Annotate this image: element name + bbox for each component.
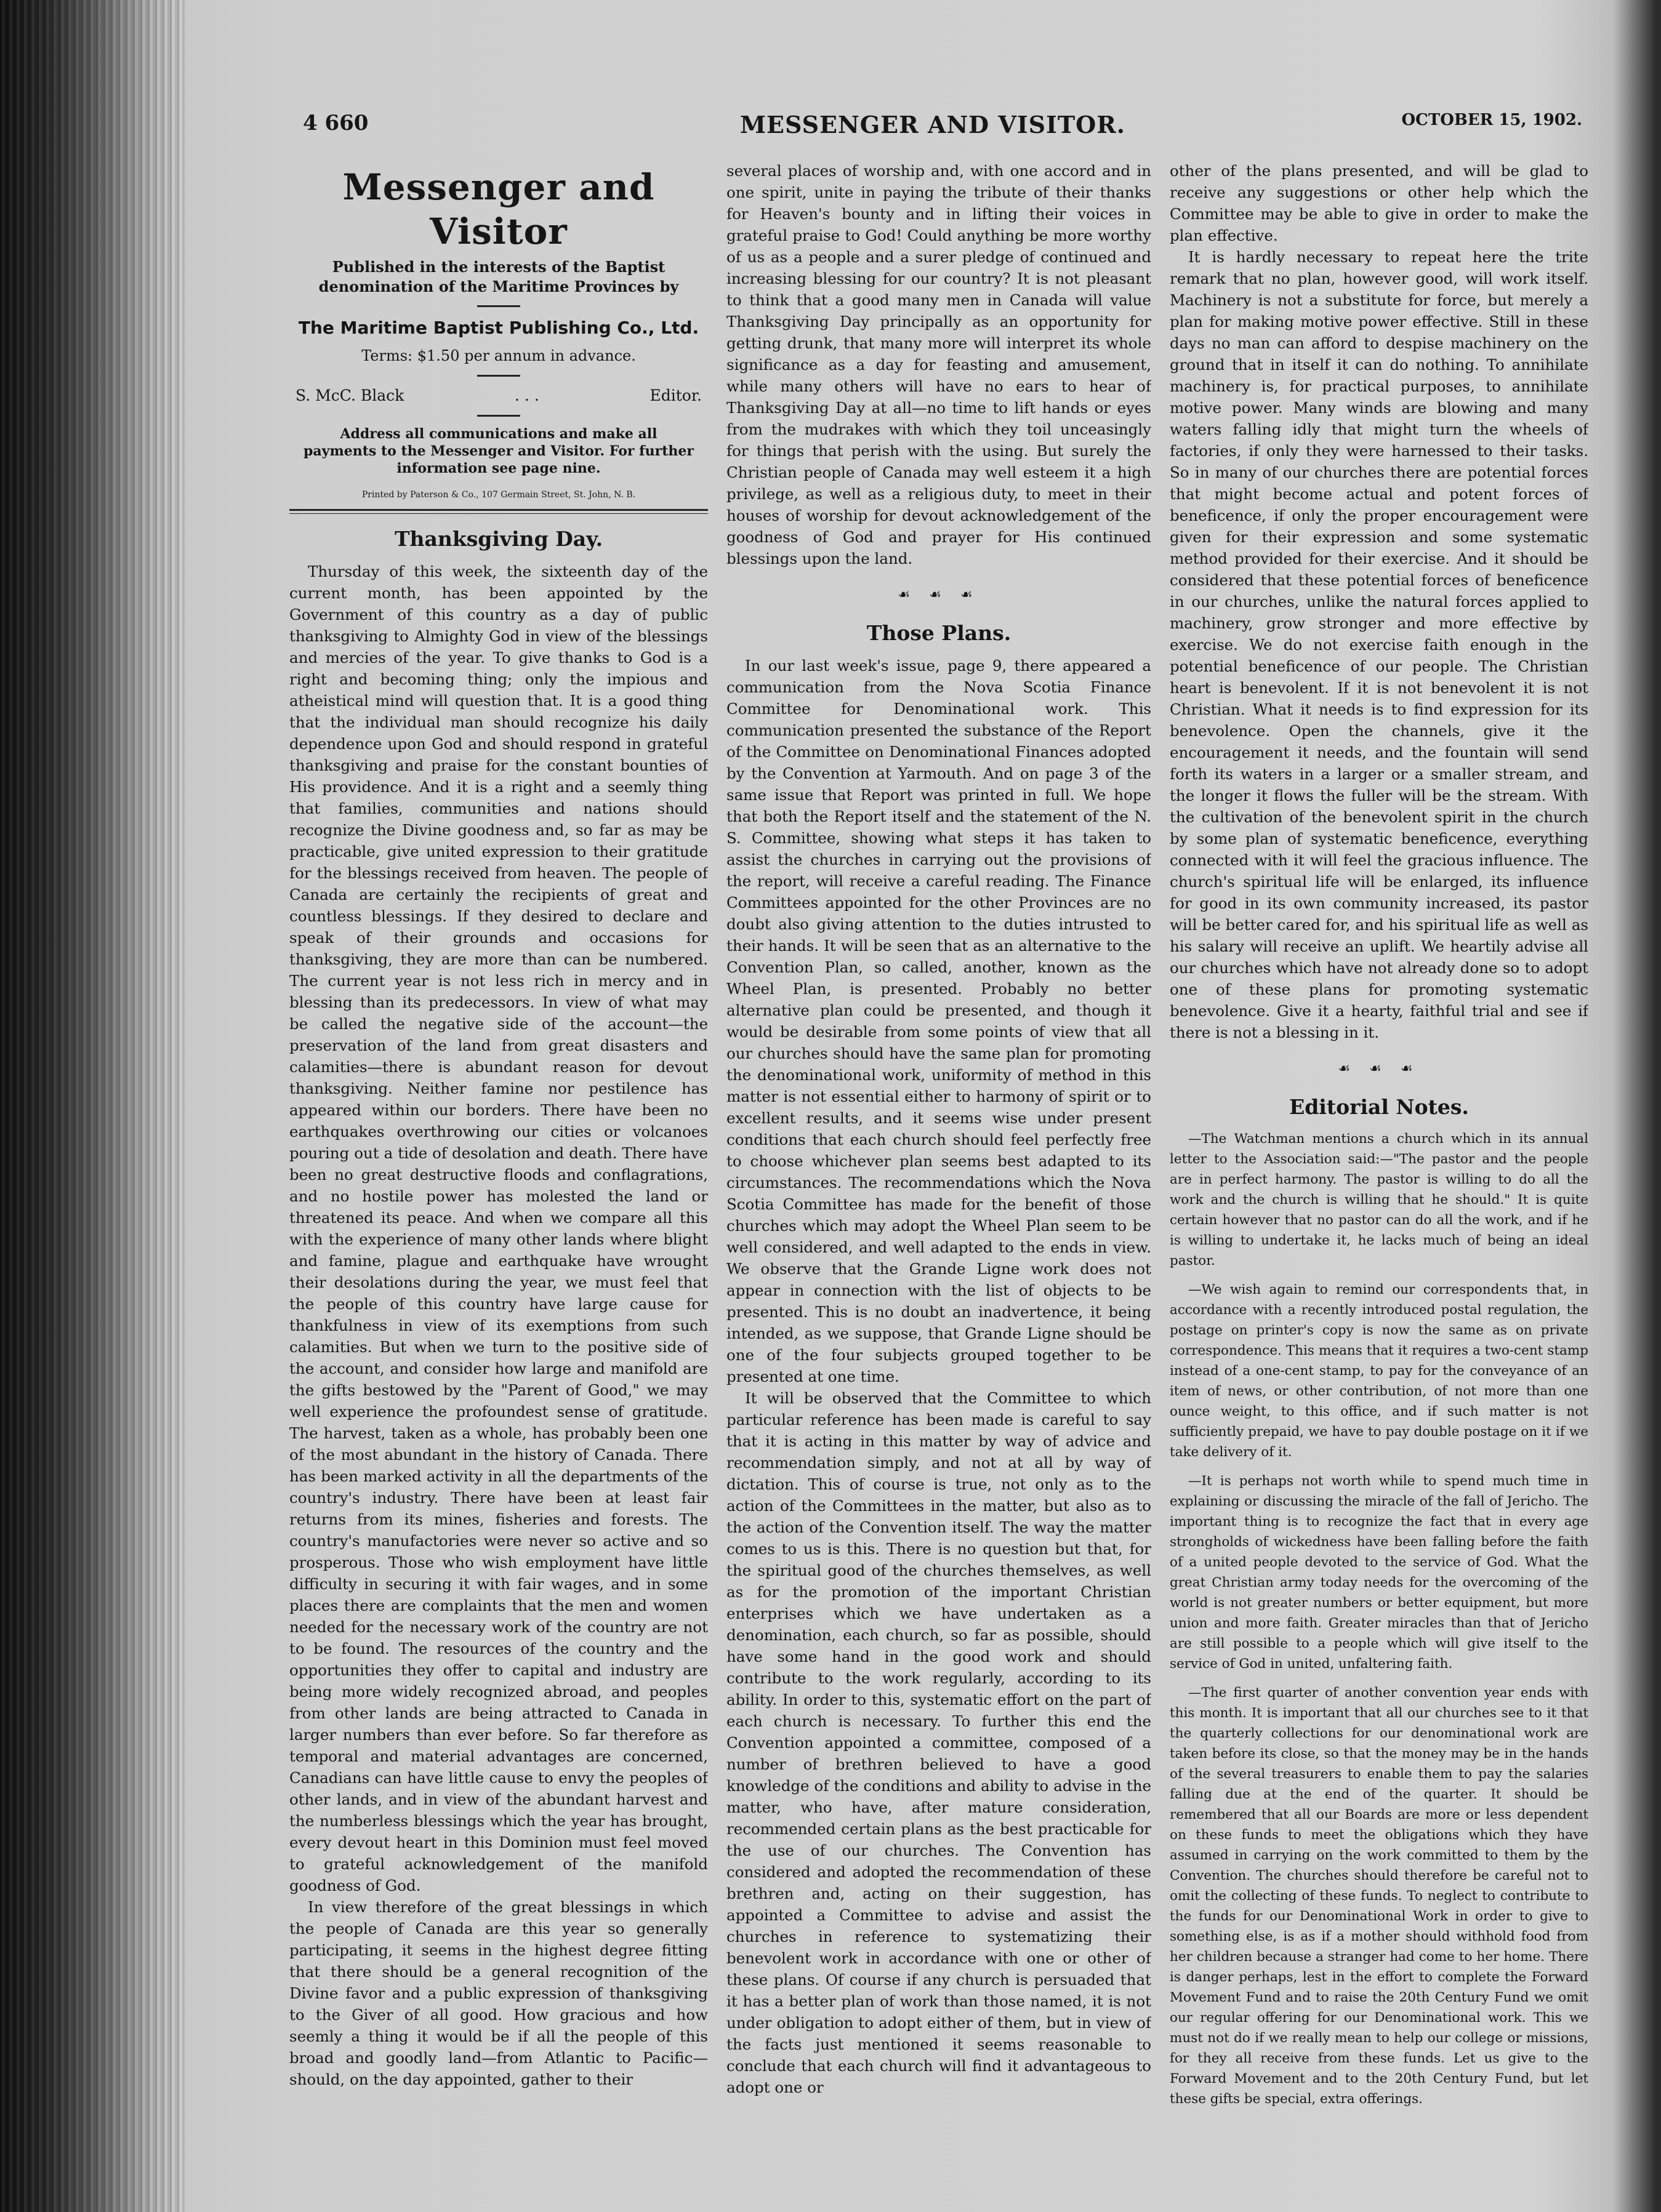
printer-imprint: Printed by Paterson & Co., 107 Germain Street, St. John, N. B.	[361, 490, 636, 500]
masthead-subtitle: Published in the interests of the Baptist denomination of the Maritime Provinces by	[318, 258, 679, 295]
column-1	[289, 160, 708, 2154]
editor-line	[289, 385, 708, 406]
running-head	[271, 111, 1595, 148]
plans-paragraph: In our last week's issue, page 9, there appeared a communication from the Nova Scotia Finance Committee for Denominational work. This communication presented the substance of the Report of the Committee on Denominational Finances adopted by the Convention at Yarmouth. And on page 3 of the same issue that Report was printed in full. We hope that both the Report itself and the statement of the N. S. Committee, showing what steps it has taken to assist the churches in carrying out the provisions of the report, will receive a careful reading. The Finance Committees appointed for the other Provinces are no doubt also giving attention to the duties intrusted to their hands. It will be seen that as an alternative to the Convention Plan, so called, another, known as the Wheel Plan, is presented. Probably no better alternative plan could be presented, and though it would be desirable from some points of view that all our churches should have the same plan for promoting the denominational work, uniformity of method in this matter is not essential either to harmony of spirit or to excellent results, and it seems wise under present conditions that each church should feel perfectly free to choose whichever plan seems best adapted to its circumstances. The recommendations which the Nova Scotia Committee has made for the benefit of those churches which may adopt the Wheel Plan seem to be well considered, and well adapted to the ends in view. We observe that the Grande Ligne work does not appear in connection with the list of objects to be presented. This is no doubt an inadvertence, it being intended, as we suppose, that Grande Ligne should be one of the four subjects grouped together to be presented at one time.	[726, 657, 1151, 1385]
editorial-notes-heading: Editorial Notes.	[1289, 1095, 1469, 1119]
editorial-notes	[1170, 1129, 1588, 2109]
publisher-name: The Maritime Baptist Publishing Co., Ltd.	[298, 318, 699, 338]
plans-paragraph: It is hardly necessary to repeat here the trite remark that no plan, however good, will work itself. Machinery is not a substitute for force, but merely a plan for making motive power effective. Still in these days no man can afford to despise machinery on the ground that in itself it can do nothing. To annihilate machinery is, for practical purposes, to annihilate motive power. Many winds are blowing and many waters falling idly that might turn the wheels of factories, if only they were harnessed to their tasks. So in many of our churches there are potential forces that might become actual and potent forces of beneficence, if only the proper encouragement were given for their expression and some systematic method provided for their exercise. And it should be considered that these potential forces of beneficence in our churches, unlike the natural forces applied to machinery, grow stronger and more effective by exercise. We do not exercise faith enough in the potential beneficence of our people. The Christian heart is benevolent. If it is not benevolent it is not Christian. What it needs is to find expression for its benevolence. Open the channels, give it the encouragement it needs, and the fountain will send forth its waters in a larger or a smaller stream, and the longer it flows the fuller will be the stream. With the cultivation of the benevolent spirit in the church by some plan of systematic beneficence, everything connected with it will feel the gracious influence. The church's spiritual life will be enlarged, its influence for good in its own community increased, its pastor will be better cared for, and his spiritual life as well as his salary will receive an uplift. We heartily advise all our churches which have not already done so to adopt one of these plans for promoting systematic benevolence. Give it a hearty, faithful trial and see if there is not a blessing in it.	[1170, 248, 1588, 1041]
note-paragraph: —It is perhaps not worth while to spend much time in explaining or discussing the miracle of the fall of Jericho. The important thing is to recognize the fact that in every age strongholds of wickedness have been falling before the faith of a united people devoted to the service of God. What the great Christian army today needs for the overcoming of the world is not greater numbers or better equipment, but more union and more faith. Greater miracles than that of Jericho are still possible to a people which will give itself to the service of God in united, unfaltering faith.	[1170, 1473, 1588, 1672]
binding-edge	[0, 0, 185, 2212]
newspaper-page	[271, 86, 1595, 2166]
address-notice: Address all communications and make all payments to the Messenger and Visitor. For further information see page nine.	[304, 426, 694, 476]
newspaper-title: MESSENGER AND VISITOR.	[739, 111, 1126, 138]
masthead-rule	[289, 509, 708, 514]
editor-dots: . . .	[515, 387, 539, 404]
thanksgiving-paragraph: In view therefore of the great blessings in which the people of Canada are this year so generally participating, it seems in the highest degree fitting that there should be a general recognition of the Divine favor and a public expression of thanksgiving to the Giver of all good. How gracious and how seemly a thing it would be if all the people of this broad and goodly land—from Atlantic to Pacific—should, on the day appointed, gather to their	[289, 1898, 708, 2088]
divider	[477, 375, 520, 377]
section-ornament: ☙ ☙ ☙	[1338, 1061, 1420, 1076]
thanksgiving-paragraph: Thursday of this week, the sixteenth day of the current month, has been appointed by the Government of this country as a day of public thanksgiving to Almighty God in view of the blessings and mercies of the year. To give thanks to God is a right and becoming thing; only the impious and atheistical mind will question that. It is a good thing that the individual man should recognize his daily dependence upon God and should respond in grateful thanksgiving and praise for the constant bounties of His providence. And it is a right and a seemly thing that families, communities and nations should recognize the Divine goodness and, so far as may be practicable, give united expression to their gratitude for the blessings received from heaven. The people of Canada are certainly the recipients of great and countless blessings. If they desired to declare and speak of their grounds and occasions for thanksgiving, they are more than can be numbered. The current year is not less rich in mercy and in blessing than its predecessors. In view of what may be called the negative side of the account—the preservation of the land from great disasters and calamities—there is abundant reason for devout thanksgiving. Neither famine nor pestilence has appeared within our borders. There have been no earthquakes overthrowing our cities or volcanoes pouring out a tide of desolation and death. There have been no great destructive floods and conflagrations, and no hostile power has molested the land or threatened its peace. And when we compare all this with the experience of many other lands where blight and famine, plague and earthquake have wrought their desolations during the year, we must feel that the people of this country have large cause for thankfulness in view of its exemptions from such calamities. But when we turn to the positive side of the account, and consider how large and manifold are the gifts bestowed by the "Parent of Good," we may well experience the profoundest sense of gratitude. The harvest, taken as a whole, has probably been one of the most abundant in the history of Canada. There has been marked activity in all the departments of the country's industry. There have been at least fair returns from its mines, fisheries and forests. The country's manufactories were never so active and so prosperous. Those who wish employment have little difficulty in securing it with fair wages, and in some places there are complaints that the men and women needed for the necessary work of the country are not to be found. The resources of the country and the opportunities they offer to capital and industry are being more widely recognized abroad, and peoples from other lands are being attracted to Canada in larger numbers than ever before. So far therefore as temporal and material advantages are concerned, Canadians can have little cause to envy the peoples of other lands, and in view of the abundant harvest and the numberless blessings which the year has brought, every devout heart in this Dominion must feel moved to grateful acknowledgement of the manifold goodness of God.	[289, 563, 708, 1894]
masthead-title: Messenger and Visitor	[342, 166, 655, 252]
plans-paragraph: It will be observed that the Committee to which particular reference has been made is careful to say that it is acting in this matter by way of advice and recommendation simply, and not at all by way of dictation. This of course is true, not only as to the action of the Committees in the matter, but also as to the action of the Convention itself. The way the matter comes to us is this. There is no question but that, for the spiritual good of the churches themselves, as well as for the promotion of the important Christian enterprises which we have undertaken as a denomination, each church, so far as possible, should have some hand in the good work and should contribute to the work regularly, according to its ability. In order to this, systematic effort on the part of each church is necessary. To further this end the Convention appointed a committee, composed of a number of brethren believed to have a good knowledge of the conditions and ability to advise in the matter, who have, after mature consideration, recommended certain plans as the best practicable for the use of our churches. The Convention has considered and adopted the recommendation of these brethren and, acting on their suggestion, has appointed a Committee to advise and assist the churches in reference to systematizing their benevolent work in accordance with one or other of these plans. Of course if any church is persuaded that it has a better plan of work than those named, it is not under obligation to adopt either of them, but in view of the facts just mentioned it seems reasonable to conclude that each church will find it advantageous to adopt one or	[726, 1389, 1151, 2096]
issue-date: OCTOBER 15, 1902.	[1401, 111, 1582, 129]
note-paragraph: —We wish again to remind our correspondents that, in accordance with a recently introduced postal regulation, the postage on printer's copy is now the same as on private correspondence. This means that it requires a two-cent stamp instead of a one-cent stamp, to pay for the conveyance of an item of news, or other contribution, of not more than one ounce weight, to this office, and if such matter is not sufficiently prepaid, we have to pay double postage on it if we take delivery of it.	[1170, 1282, 1588, 1460]
masthead	[289, 165, 708, 514]
editor-name: S. McC. Black	[296, 387, 404, 404]
plans-heading: Those Plans.	[866, 621, 1011, 645]
editor-title: Editor.	[650, 387, 702, 404]
section-ornament: ☙ ☙ ☙	[898, 587, 980, 603]
note-paragraph: —The first quarter of another convention year ends with this month. It is important that all our churches see to it that the quarterly collections for our denominational work are taken before its close, so that the money may be in the hands of the several treasurers to enable them to pay the salaries falling due at the end of the quarter. It should be remembered that all our Boards are more or less dependent on these funds to meet the obligations which they have assumed in carrying on the work committed to them by the Convention. The churches should therefore be careful not to omit the collecting of these funds. To neglect to contribute to the funds for our Denominational Work in order to give to something else, is as if a mother should withhold food from her children because a stranger had come to her home. There is danger perhaps, lest in the effort to complete the Forward Movement Fund and to raise the 20th Century Fund we omit our regular offering for our Denominational work. This we must not do if we really mean to help our college or missions, for they all receive from these funds. Let us give to the Forward Movement and to the 20th Century Fund, but let these gifts be special, extra offerings.	[1170, 1685, 1588, 2107]
subscription-terms: Terms: $1.50 per annum in advance.	[361, 347, 636, 364]
divider	[477, 415, 520, 417]
plans-paragraph: other of the plans presented, and will be glad to receive any suggestions or other help which the Committee may be able to give in order to make the plan effective.	[1170, 162, 1588, 244]
thanksgiving-heading: Thanksgiving Day.	[394, 527, 603, 551]
column-2	[726, 160, 1151, 2154]
note-paragraph: —The Watchman mentions a church which in its annual letter to the Association said:—"The pastor and the people are in perfect harmony. The pastor is willing to do all the work and the church is willing that he should." It is quite certain however that no pastor can do all the work, and if he is willing to undertake it, he lacks much of being an ideal pastor.	[1170, 1131, 1588, 1268]
page-number: 4 660	[303, 111, 369, 135]
thanksgiving-paragraph: several places of worship and, with one accord and in one spirit, unite in paying the tribute of their thanks for Heaven's bounty and in lifting their voices in grateful praise to God! Could anything be more worthy of us as a people and a surer pledge of continued and increasing blessing for our country? It is not pleasant to think that a good many men in Canada will value Thanksgiving Day principally as an opportunity for getting drunk, that many more will interpret its whole significance as a day for feasting and amusement, while many others will have no ears to hear of Thanksgiving Day at all—no time to lift hands or eyes from the mudrakes with which they toil unceasingly for things that perish with the using. But surely the Christian people of Canada may well esteem it a high privilege, as well as a religious duty, to meet in their houses of worship for devout acknowledgement of the goodness of God and prayer for His continued blessings upon the land.	[726, 162, 1151, 567]
column-3	[1170, 160, 1588, 2154]
divider	[477, 305, 520, 307]
